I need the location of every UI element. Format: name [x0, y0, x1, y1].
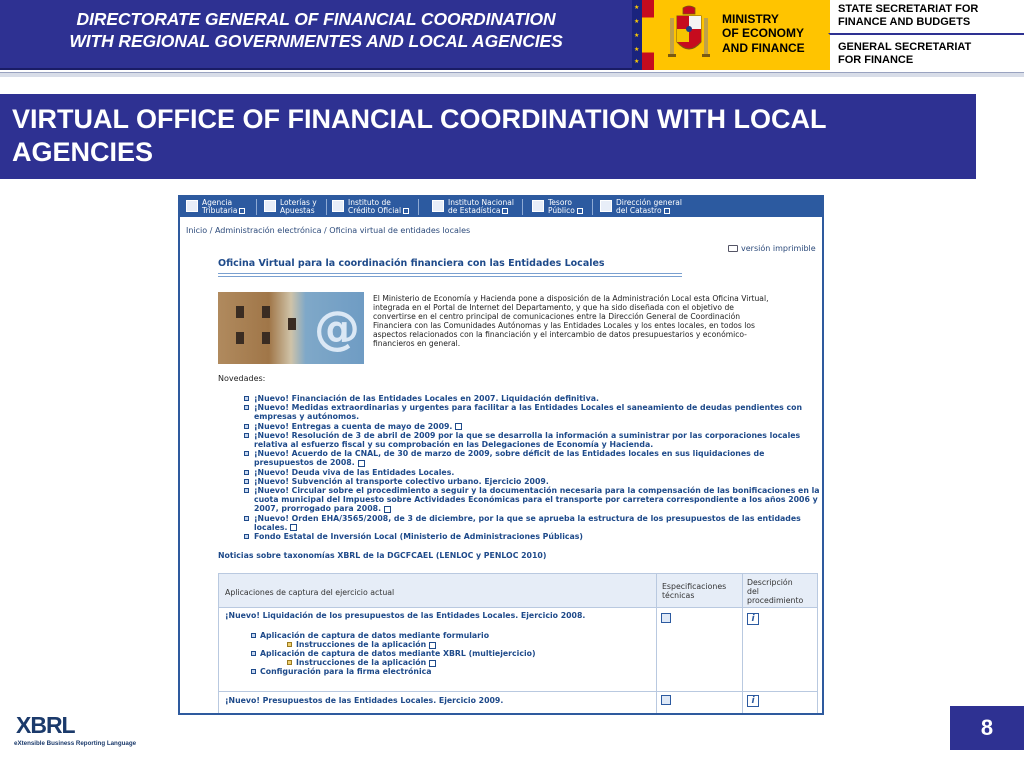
- nav-label-line-2: Crédito Oficial: [348, 207, 409, 215]
- xbrl-logo: [14, 712, 137, 752]
- bullet-icon: [287, 660, 292, 665]
- agency-icon: [186, 200, 198, 212]
- top-navigation-bar: [180, 197, 822, 217]
- ministry-line-1: MINISTRY: [722, 12, 779, 26]
- external-link-icon: [403, 208, 409, 214]
- nav-label-line-1: Tesoro: [548, 198, 572, 207]
- cadastre-icon: [600, 200, 612, 212]
- lottery-icon: [264, 200, 276, 212]
- info-icon[interactable]: i: [747, 695, 759, 707]
- coat-of-arms-icon: [668, 4, 710, 64]
- intro-paragraph: El Ministerio de Economía y Hacienda pone a disposición de la Administración Local esta Oficina Virtual, integrada en el Portal de Internet del Departamento, y que ha sido diseñada con el objetivo de convertirse en el centro principal de comunicaciones entre la Dirección General de Coordinación Financiera con las Comunidades Autónomas y las Entidades Locales y los entes locales, en todos los aspectos relacionados con la financiación y el intercambio de datos presupuestarios y económico- financieros en general.: [373, 294, 769, 348]
- ine-logo-icon: [432, 200, 444, 212]
- news-item[interactable]: Fondo Estatal de Inversión Local (Ministerio de Administraciones Públicas): [244, 532, 820, 541]
- general-line-2: FOR FINANCE: [838, 54, 914, 66]
- page-title: Oficina Virtual para la coordinación financiera con las Entidades Locales: [218, 258, 605, 269]
- table-row-title[interactable]: ¡Nuevo! Liquidación de los presupuestos de las Entidades Locales. Ejercicio 2008.: [225, 611, 586, 620]
- header-separator: [0, 72, 1024, 77]
- nav-label-line-2: Tributaria: [202, 207, 245, 215]
- column-header-specs: Especificaciones técnicas: [662, 582, 727, 600]
- nav-label-line-2: de Estadística: [448, 207, 508, 215]
- bullet-icon: [244, 534, 249, 539]
- nav-separator: [592, 199, 593, 215]
- breadcrumb[interactable]: Inicio / Administración electrónica / Oficina virtual de entidades locales: [186, 226, 471, 235]
- state-secretariat-label: [828, 0, 1024, 33]
- news-item[interactable]: ¡Nuevo! Orden EHA/3565/2008, de 3 de diciembre, por la que se aprueba la estructura de los presupuestos de las entidades locales.: [244, 514, 820, 532]
- bullet-icon: [251, 669, 256, 674]
- computer-icon[interactable]: [661, 613, 671, 623]
- applications-table: [218, 573, 818, 715]
- row-separator: [219, 691, 817, 692]
- external-link-icon: [502, 208, 508, 214]
- nav-label-line-2: del Catastro: [616, 207, 670, 215]
- directorate-line-1: DIRECTORATE GENERAL OF FINANCIAL COORDINATION: [76, 9, 556, 29]
- pdf-icon[interactable]: [290, 524, 297, 531]
- pdf-icon[interactable]: [455, 423, 462, 430]
- slide-title-line-2: AGENCIES: [12, 137, 154, 167]
- bullet-icon: [244, 424, 249, 429]
- nav-label-line-1: Instituto de: [348, 198, 391, 207]
- bullet-icon: [244, 488, 249, 493]
- bullet-icon: [244, 433, 249, 438]
- external-link-icon: [239, 208, 245, 214]
- nav-separator: [418, 199, 419, 215]
- external-link-icon: [664, 208, 670, 214]
- nav-label-line-1: Agencia: [202, 198, 233, 207]
- state-line-1: STATE SECRETARIAT FOR: [838, 3, 979, 15]
- xbrl-logo-subtitle: eXtensible Business Reporting Language: [14, 740, 137, 747]
- bullet-icon: [244, 479, 249, 484]
- general-line-1: GENERAL SECRETARIAT: [838, 41, 972, 53]
- ministry-line-3: AND FINANCE: [722, 41, 805, 55]
- bullet-icon: [244, 470, 249, 475]
- bullet-icon: [244, 451, 249, 456]
- nav-label-line-1: Loterías y: [280, 198, 317, 207]
- title-underline: [218, 276, 682, 277]
- bullet-icon: [251, 633, 256, 638]
- nav-separator: [256, 199, 257, 215]
- column-divider: [742, 574, 743, 714]
- ico-logo-icon: [332, 200, 344, 212]
- directorate-line-2: WITH REGIONAL GOVERNMENTES AND LOCAL AGENCIES: [69, 31, 563, 51]
- pdf-icon: [429, 660, 436, 667]
- news-list: [244, 394, 820, 541]
- state-line-2: FINANCE AND BUDGETS: [838, 16, 971, 28]
- taxonomy-news-link[interactable]: Noticias sobre taxonomías XBRL de la DGCFCAEL (LENLOC y PENLOC 2010): [218, 551, 547, 560]
- news-item[interactable]: ¡Nuevo! Circular sobre el procedimiento a seguir y la documentación necesaria para la compensación de las bonificaciones en la cuota municipal del Impuesto sobre Actividades Económicas para el transporte por carretera correspondiente a los años 2006 y 2007, prorrogado para 2008.: [244, 486, 820, 514]
- bullet-icon: [244, 396, 249, 401]
- news-heading: Novedades:: [218, 374, 266, 383]
- signature-config-link[interactable]: Configuración para la firma electrónica: [251, 667, 432, 676]
- column-header-applications: Aplicaciones de captura del ejercicio actual: [225, 588, 395, 597]
- pdf-icon[interactable]: [384, 506, 391, 513]
- title-underline: [218, 273, 682, 274]
- spain-flag-strip: [642, 0, 654, 70]
- nav-separator: [326, 199, 327, 215]
- nav-label-line-2: Público: [548, 207, 583, 215]
- nav-label-line-2: Apuestas: [280, 206, 315, 215]
- news-item[interactable]: ¡Nuevo! Subvención al transporte colectivo urbano. Ejercicio 2009.: [244, 477, 820, 486]
- news-item[interactable]: ¡Nuevo! Financiación de las Entidades Locales en 2007. Liquidación definitiva.: [244, 394, 820, 403]
- at-sign-icon: @: [314, 301, 360, 355]
- pdf-icon: [429, 642, 436, 649]
- treasury-icon: [532, 200, 544, 212]
- news-item[interactable]: ¡Nuevo! Acuerdo de la CNAL, de 30 de marzo de 2009, sobre déficit de las Entidades locales en sus liquidaciones de presupuestos de 2008.: [244, 449, 820, 467]
- page-number: 8: [950, 706, 1024, 750]
- bullet-icon: [251, 651, 256, 656]
- news-item[interactable]: ¡Nuevo! Entregas a cuenta de mayo de 2009.: [244, 422, 820, 431]
- header-photo: [218, 292, 364, 364]
- directorate-banner: [0, 0, 632, 70]
- slide-title-banner: [0, 94, 976, 179]
- news-item[interactable]: ¡Nuevo! Resolución de 3 de abril de 2009 por la que se desarrolla la información a suministrar por las corporaciones locales relativa al esfuerzo fiscal y su comprobación en las Delegaciones de Economía y Hacienda.: [244, 431, 820, 449]
- bullet-icon: [244, 405, 249, 410]
- bullet-icon: [287, 642, 292, 647]
- info-icon[interactable]: i: [747, 613, 759, 625]
- eu-flag-strip: ★ ★ ★ ★ ★: [632, 0, 642, 70]
- nav-label-line-1: Dirección general: [616, 198, 682, 207]
- news-item[interactable]: ¡Nuevo! Deuda viva de las Entidades Locales.: [244, 468, 820, 477]
- news-item[interactable]: ¡Nuevo! Medidas extraordinarias y urgentes para facilitar a las Entidades Locales el saneamiento de deudas pendientes con empresas y autónomos.: [244, 403, 820, 421]
- print-version-link[interactable]: versión imprimible: [728, 244, 816, 253]
- table-header-row: [219, 574, 817, 608]
- printer-icon: [728, 245, 738, 252]
- general-secretariat-label: [828, 33, 1024, 70]
- table-row-title[interactable]: ¡Nuevo! Presupuestos de las Entidades Locales. Ejercicio 2009.: [225, 696, 504, 705]
- pdf-icon[interactable]: [358, 460, 365, 467]
- coat-of-arms-area: [654, 0, 722, 70]
- ministry-label: [722, 0, 828, 70]
- column-divider: [656, 574, 657, 714]
- instructions-link[interactable]: Instrucciones de la aplicación: [287, 640, 436, 649]
- nav-separator: [522, 199, 523, 215]
- instructions-link[interactable]: Instrucciones de la aplicación: [287, 658, 436, 667]
- column-header-procedure: Descripción del procedimiento: [747, 578, 804, 605]
- computer-icon[interactable]: [661, 695, 671, 705]
- slide-title-line-1: VIRTUAL OFFICE OF FINANCIAL COORDINATION WITH LOCAL: [12, 104, 827, 134]
- external-link-icon: [577, 208, 583, 214]
- nav-label-line-1: Instituto Nacional: [448, 198, 514, 207]
- application-link[interactable]: Aplicación de captura de datos mediante formulario: [251, 631, 489, 640]
- xbrl-logo-word: XBRL: [16, 712, 75, 738]
- application-link[interactable]: Aplicación de captura de datos mediante XBRL (multiejercicio): [251, 649, 536, 658]
- ministry-line-2: OF ECONOMY: [722, 26, 805, 40]
- bullet-icon: [244, 516, 249, 521]
- website-screenshot: [178, 195, 824, 715]
